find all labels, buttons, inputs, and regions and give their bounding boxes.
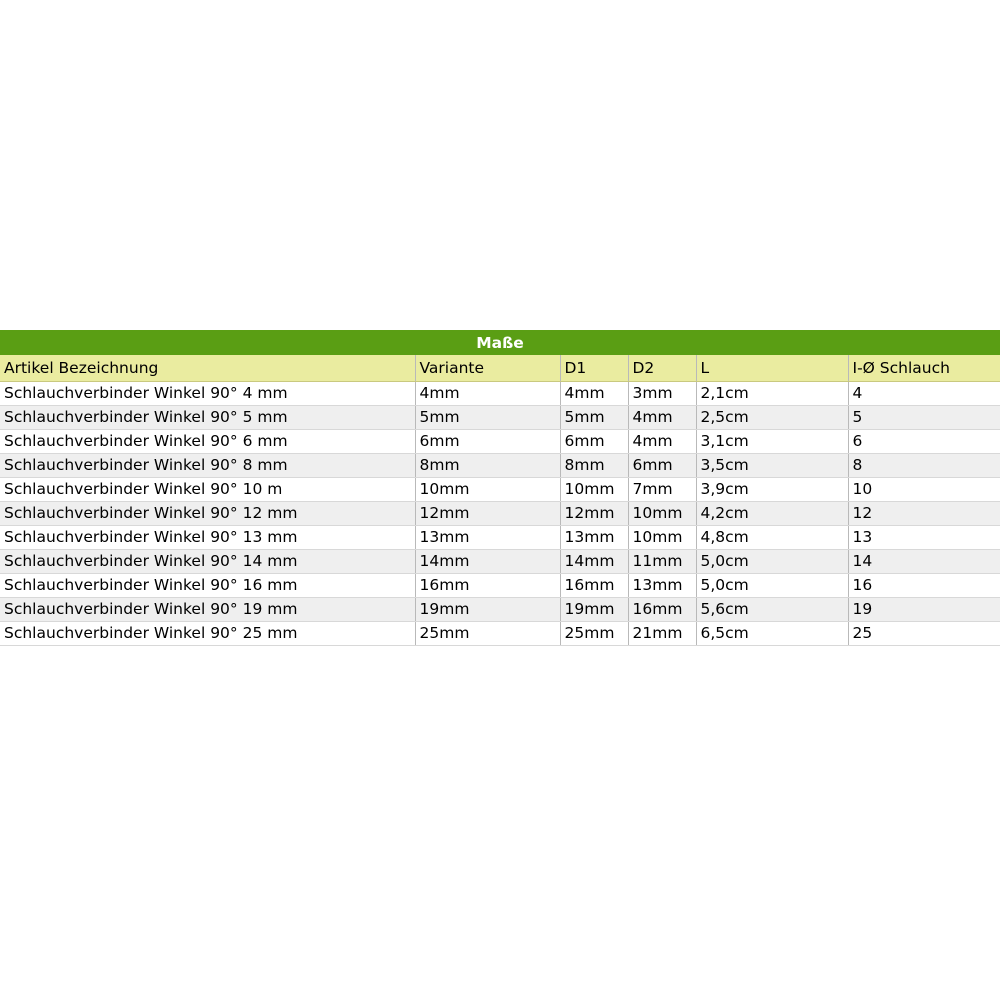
cell-variante: 5mm [415,405,560,429]
column-header-d2: D2 [628,355,696,381]
column-header-artikel: Artikel Bezeichnung [0,355,415,381]
table-body [0,330,1000,645]
table-row [0,549,1000,573]
cell-d2: 11mm [628,549,696,573]
table-title: Maße [0,330,1000,355]
cell-l: 3,5cm [696,453,848,477]
cell-d1: 5mm [560,405,628,429]
cell-variante: 4mm [415,381,560,405]
cell-variante: 12mm [415,501,560,525]
cell-d1: 14mm [560,549,628,573]
cell-l: 5,0cm [696,573,848,597]
cell-variante: 14mm [415,549,560,573]
cell-schlauch: 19 [848,597,1000,621]
cell-d2: 21mm [628,621,696,645]
table-row [0,429,1000,453]
cell-d2: 10mm [628,525,696,549]
cell-l: 5,0cm [696,549,848,573]
cell-schlauch: 16 [848,573,1000,597]
table-header-row [0,355,1000,381]
cell-artikel: Schlauchverbinder Winkel 90° 6 mm [0,429,415,453]
cell-d1: 13mm [560,525,628,549]
cell-artikel: Schlauchverbinder Winkel 90° 14 mm [0,549,415,573]
column-header-l: L [696,355,848,381]
cell-variante: 19mm [415,597,560,621]
cell-d1: 8mm [560,453,628,477]
cell-variante: 16mm [415,573,560,597]
table-row [0,525,1000,549]
cell-variante: 25mm [415,621,560,645]
cell-schlauch: 5 [848,405,1000,429]
cell-schlauch: 10 [848,477,1000,501]
cell-artikel: Schlauchverbinder Winkel 90° 13 mm [0,525,415,549]
cell-l: 4,2cm [696,501,848,525]
cell-d2: 7mm [628,477,696,501]
table-row [0,597,1000,621]
cell-artikel: Schlauchverbinder Winkel 90° 5 mm [0,405,415,429]
column-header-variante: Variante [415,355,560,381]
cell-artikel: Schlauchverbinder Winkel 90° 25 mm [0,621,415,645]
cell-d1: 25mm [560,621,628,645]
cell-variante: 8mm [415,453,560,477]
cell-d1: 4mm [560,381,628,405]
table-row [0,501,1000,525]
cell-d1: 19mm [560,597,628,621]
table-row [0,477,1000,501]
table-row [0,381,1000,405]
cell-variante: 10mm [415,477,560,501]
cell-d1: 16mm [560,573,628,597]
cell-schlauch: 4 [848,381,1000,405]
cell-d1: 10mm [560,477,628,501]
cell-d1: 6mm [560,429,628,453]
cell-artikel: Schlauchverbinder Winkel 90° 12 mm [0,501,415,525]
cell-schlauch: 25 [848,621,1000,645]
cell-d2: 6mm [628,453,696,477]
table-row [0,573,1000,597]
cell-d2: 4mm [628,405,696,429]
cell-d2: 3mm [628,381,696,405]
cell-d2: 4mm [628,429,696,453]
cell-artikel: Schlauchverbinder Winkel 90° 19 mm [0,597,415,621]
cell-d2: 16mm [628,597,696,621]
cell-schlauch: 12 [848,501,1000,525]
cell-schlauch: 14 [848,549,1000,573]
cell-l: 2,5cm [696,405,848,429]
dimensions-table [0,330,1000,646]
cell-artikel: Schlauchverbinder Winkel 90° 4 mm [0,381,415,405]
cell-l: 3,9cm [696,477,848,501]
column-header-d1: D1 [560,355,628,381]
cell-l: 3,1cm [696,429,848,453]
table-row [0,405,1000,429]
cell-schlauch: 8 [848,453,1000,477]
dimensions-table-container [0,330,1000,646]
cell-l: 2,1cm [696,381,848,405]
cell-artikel: Schlauchverbinder Winkel 90° 10 m [0,477,415,501]
cell-variante: 13mm [415,525,560,549]
cell-d1: 12mm [560,501,628,525]
cell-d2: 10mm [628,501,696,525]
cell-l: 6,5cm [696,621,848,645]
table-row [0,621,1000,645]
column-header-innen-durchmesser: I-Ø Schlauch [848,355,1000,381]
cell-artikel: Schlauchverbinder Winkel 90° 16 mm [0,573,415,597]
cell-d2: 13mm [628,573,696,597]
cell-schlauch: 6 [848,429,1000,453]
cell-artikel: Schlauchverbinder Winkel 90° 8 mm [0,453,415,477]
cell-schlauch: 13 [848,525,1000,549]
table-title-row [0,330,1000,355]
table-row [0,453,1000,477]
cell-l: 5,6cm [696,597,848,621]
cell-l: 4,8cm [696,525,848,549]
cell-variante: 6mm [415,429,560,453]
